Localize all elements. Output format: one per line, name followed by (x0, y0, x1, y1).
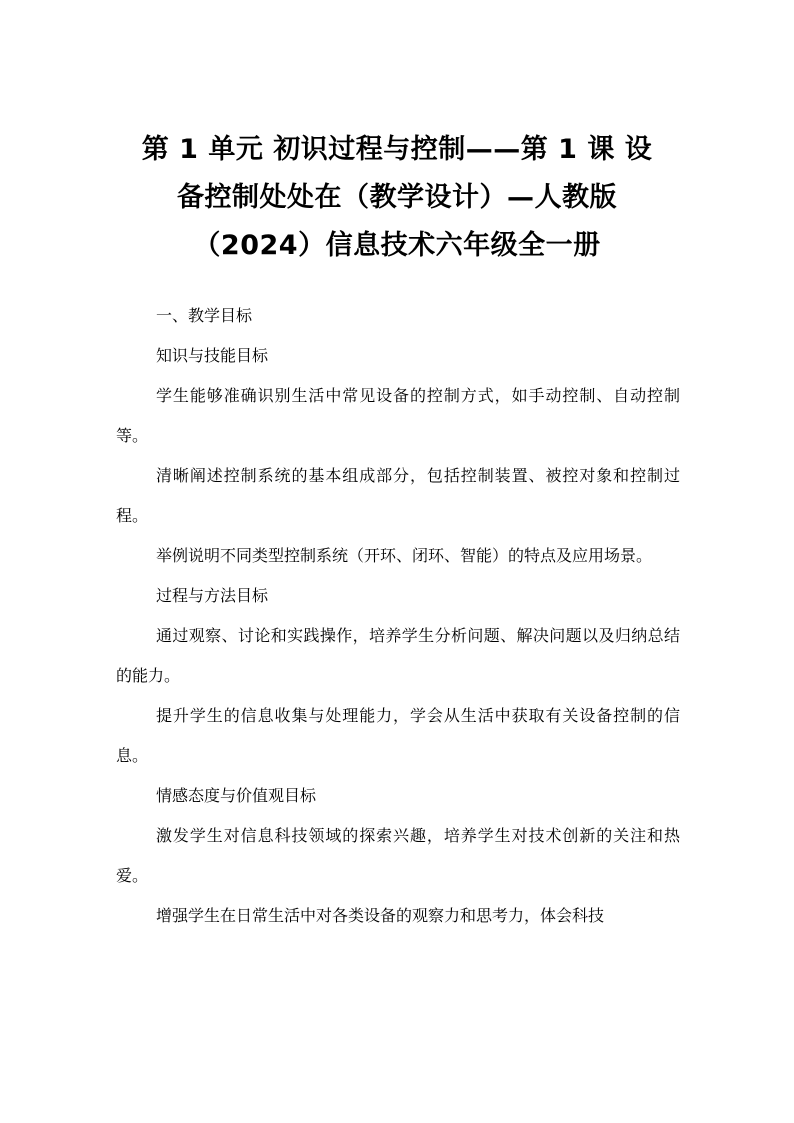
subheading-process-method: 过程与方法目标 (156, 586, 269, 605)
paragraph: 通过观察、讨论和实践操作，培养学生分析问题、解决问题以及归纳总结的能力。 (116, 626, 680, 685)
paragraph: 清晰阐述控制系统的基本组成部分，包括控制装置、被控对象和控制过程。 (116, 466, 680, 525)
paragraph: 举例说明不同类型控制系统（开环、闭环、智能）的特点及应用场景。 (156, 546, 653, 565)
document-title (100, 126, 694, 270)
subheading-emotion-values: 情感态度与价值观目标 (156, 786, 317, 805)
title-line-1: 第 1 单元 初识过程与控制——第 1 课 设 (141, 134, 653, 165)
paragraph: 增强学生在日常生活中对各类设备的观察力和思考力，体会科技 (156, 906, 605, 925)
title-line-3: （2024）信息技术六年级全一册 (193, 230, 601, 261)
section-heading-objectives: 一、教学目标 (156, 306, 253, 325)
paragraph: 学生能够准确识别生活中常见设备的控制方式，如手动控制、自动控制等。 (116, 386, 680, 445)
title-line-2: 备控制处处在（教学设计）—人教版 (177, 182, 617, 213)
paragraph: 提升学生的信息收集与处理能力，学会从生活中获取有关设备控制的信息。 (116, 706, 680, 765)
document-body (116, 296, 680, 936)
paragraph: 激发学生对信息科技领域的探索兴趣，培养学生对技术创新的关注和热爱。 (116, 826, 680, 885)
subheading-knowledge-skills: 知识与技能目标 (156, 346, 269, 365)
